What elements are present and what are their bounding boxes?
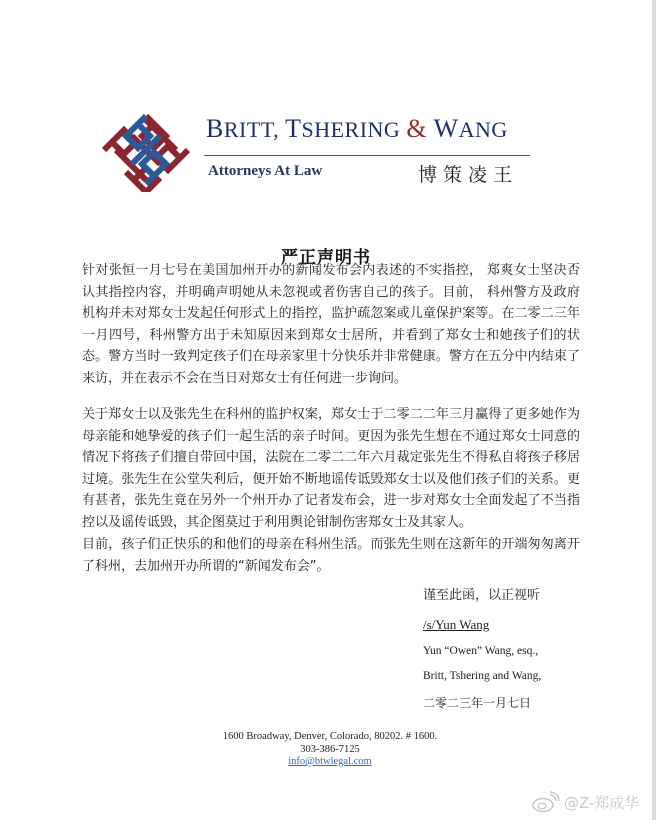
paragraph-2: 关于郑女士以及张先生在科州的监护权案，郑女士于二零二二年三月赢得了更多她作为母亲能和她挚爱的孩子们一起生活的亲子时间。更因为张先生想在不通过郑女士同意的情况下将孩子们擅自带回中国，法院在二零二二年六月裁定张先生不得私自将孩子移居过境。张先生在公堂失利后，便开始不断地谣传诋毁郑女士以及他们孩子们的关系。更有甚者，张先生竟在另外一个州开办了记者发布会，进一步对郑女士全面发起了不当指控以及谣传诋毁，其企图莫过于利用舆论钳制伤害郑女士及其家人。 (82, 407, 580, 530)
signature-closing: 谨至此函，以正视听 (423, 588, 541, 603)
paragraph-3: 目前，孩子们正快乐的和他们的母亲在科州生活。而张先生则在这新年的开端匆匆离开了科州，去加州开办所谓的“新闻发布会”。 (82, 537, 580, 574)
firm-subtitle: Attorneys At Law (208, 163, 323, 179)
firm-name: BRITT, TSHERING & WANG (206, 114, 508, 143)
footer-contact (210, 731, 450, 769)
letterhead-divider (204, 155, 530, 156)
footer-phone: 303-386-7125 (300, 743, 360, 755)
footer-email-link[interactable]: info@btwlegal.com (288, 756, 372, 767)
signer-firm: Britt, Tshering and Wang, (423, 670, 542, 682)
document-title: 严正声明书 (281, 248, 371, 268)
weibo-watermark (532, 790, 639, 814)
page-edge (652, 0, 656, 820)
firm-chinese-name: 博策凌王 (418, 164, 519, 186)
endless-knot-logo-icon (96, 108, 196, 192)
weibo-icon (532, 791, 560, 813)
letterhead (96, 104, 536, 204)
signer-name: Yun “Owen” Wang, esq., (423, 645, 539, 657)
signature-date: 二零二三年一月七日 (423, 696, 532, 710)
signature-line: /s/Yun Wang (423, 617, 490, 632)
watermark-handle: @Z-郑成华 (564, 793, 640, 812)
footer-address: 1600 Broadway, Denver, Colorado, 80202. # 1600. (222, 731, 438, 742)
paragraph-1: 针对张恒一月七号在美国加州开办的新闻发布会内表述的不实指控， 郑爽女士坚决否认其指控内容，并明确声明她从未忽视或者伤害自己的孩子。目前， 科州警方及政府机构并未对郑女士发起任何形式上的指控，监护疏忽案或儿童保护案等。在二零二三年一月四号，科州警方出于未知原因来到郑女士居所，并看到了郑女士和她孩子们的状态。警方当时一致判定孩子们在母亲家里十分快乐并非常健康。警方在五分中内结束了来访，并在表示不会在当日对郑女士有任何进一步询问。 (82, 263, 580, 386)
